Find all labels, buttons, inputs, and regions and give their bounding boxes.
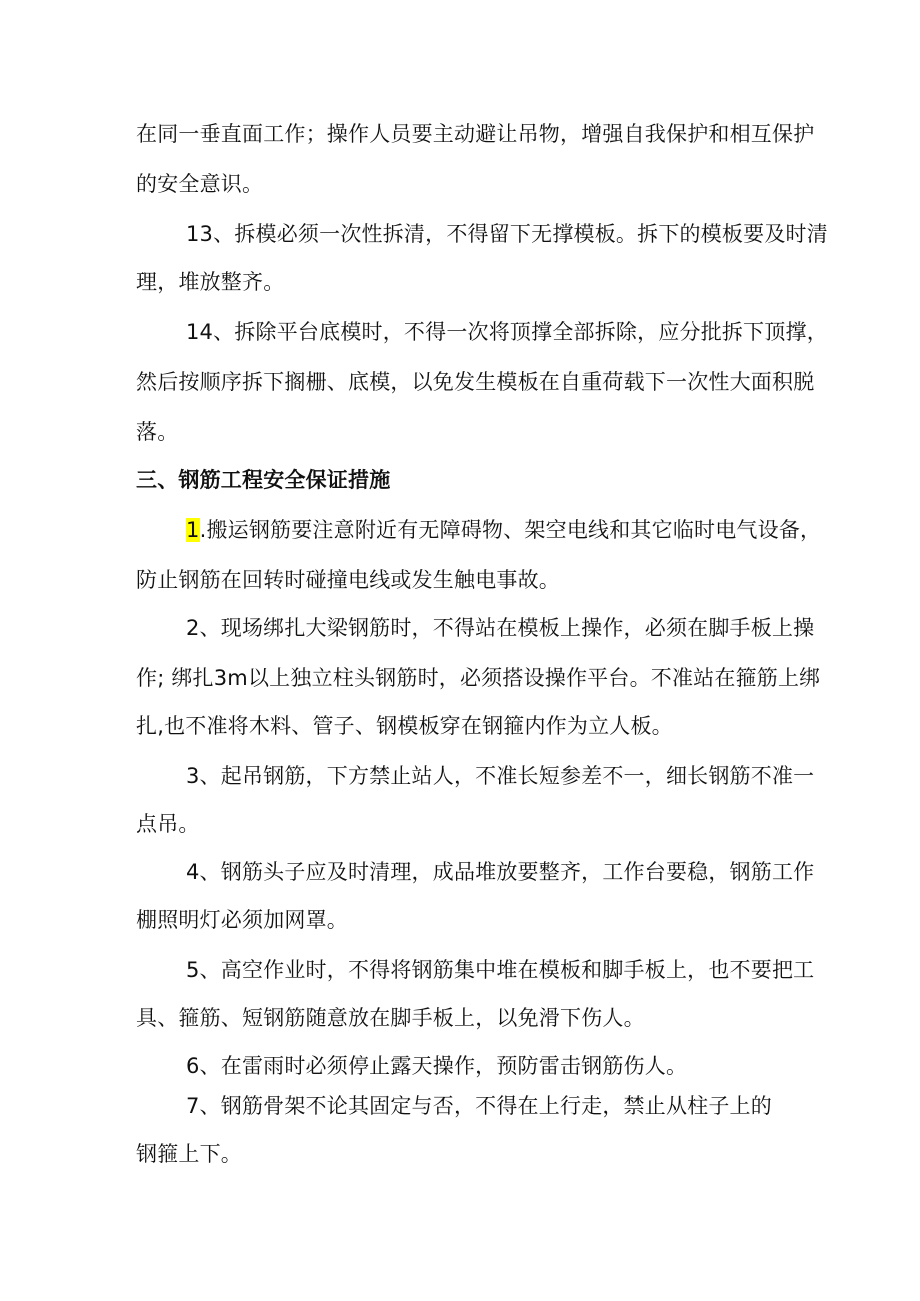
paragraph-14-line-3: 落。 bbox=[136, 420, 179, 444]
item-5-line-2: 具、箍筋、短钢筋随意放在脚手板上，以免滑下伤人。 bbox=[136, 1006, 645, 1030]
item-2-line-1: 2、现场绑扎大梁钢筋时，不得站在模板上操作，必须在脚手板上操 bbox=[186, 616, 815, 640]
item-5-line-1: 5、高空作业时，不得将钢筋集中堆在模板和脚手板上，也不要把工 bbox=[186, 958, 815, 982]
item-1-line-2: 防止钢筋在回转时碰撞电线或发生触电事故。 bbox=[136, 568, 560, 592]
item-2-line-2: 作; 绑扎3m以上独立柱头钢筋时，必须搭设操作平台。不准站在箍筋上绑 bbox=[136, 666, 821, 690]
paragraph-13-line-1: 13、拆模必须一次性拆清，不得留下无撑模板。拆下的模板要及时清 bbox=[186, 222, 828, 246]
item-7-line-2: 钢箍上下。 bbox=[136, 1142, 242, 1166]
paragraph-12-line-1: 在同一垂直面工作；操作人员要主动避让吊物，增强自我保护和相互保护 bbox=[136, 122, 815, 146]
item-1-line-1 bbox=[186, 516, 821, 544]
paragraph-14-line-2: 然后按顺序拆下搁栅、底模，以免发生模板在自重荷载下一次性大面积脱 bbox=[136, 370, 815, 394]
item-7-line-1: 7、钢筋骨架不论其固定与否，不得在上行走，禁止从柱子上的 bbox=[186, 1094, 772, 1118]
item-4-line-1: 4、钢筋头子应及时清理，成品堆放要整齐，工作台要稳，钢筋工作 bbox=[186, 860, 815, 884]
paragraph-12-line-2: 的安全意识。 bbox=[136, 172, 264, 196]
item-2-line-3: 扎,也不准将木料、管子、钢模板穿在钢箍内作为立人板。 bbox=[136, 714, 673, 738]
item-3-line-2: 点吊。 bbox=[136, 812, 200, 836]
paragraph-13-line-2: 理，堆放整齐。 bbox=[136, 270, 285, 294]
item-3-line-1: 3、起吊钢筋，下方禁止站人，不准长短参差不一，细长钢筋不准一 bbox=[186, 764, 815, 788]
item-1-line-1-text: .搬运钢筋要注意附近有无障碍物、架空电线和其它临时电气设备， bbox=[199, 518, 822, 542]
paragraph-14-line-1: 14、拆除平台底模时，不得一次将顶撑全部拆除，应分批拆下顶撑， bbox=[186, 320, 828, 344]
highlighted-number: 1 bbox=[186, 518, 200, 542]
item-4-line-2: 棚照明灯必须加网罩。 bbox=[136, 908, 348, 932]
item-6-line-1: 6、在雷雨时必须停止露天操作，预防雷击钢筋伤人。 bbox=[186, 1054, 688, 1078]
section-heading: 三、钢筋工程安全保证措施 bbox=[136, 468, 391, 492]
